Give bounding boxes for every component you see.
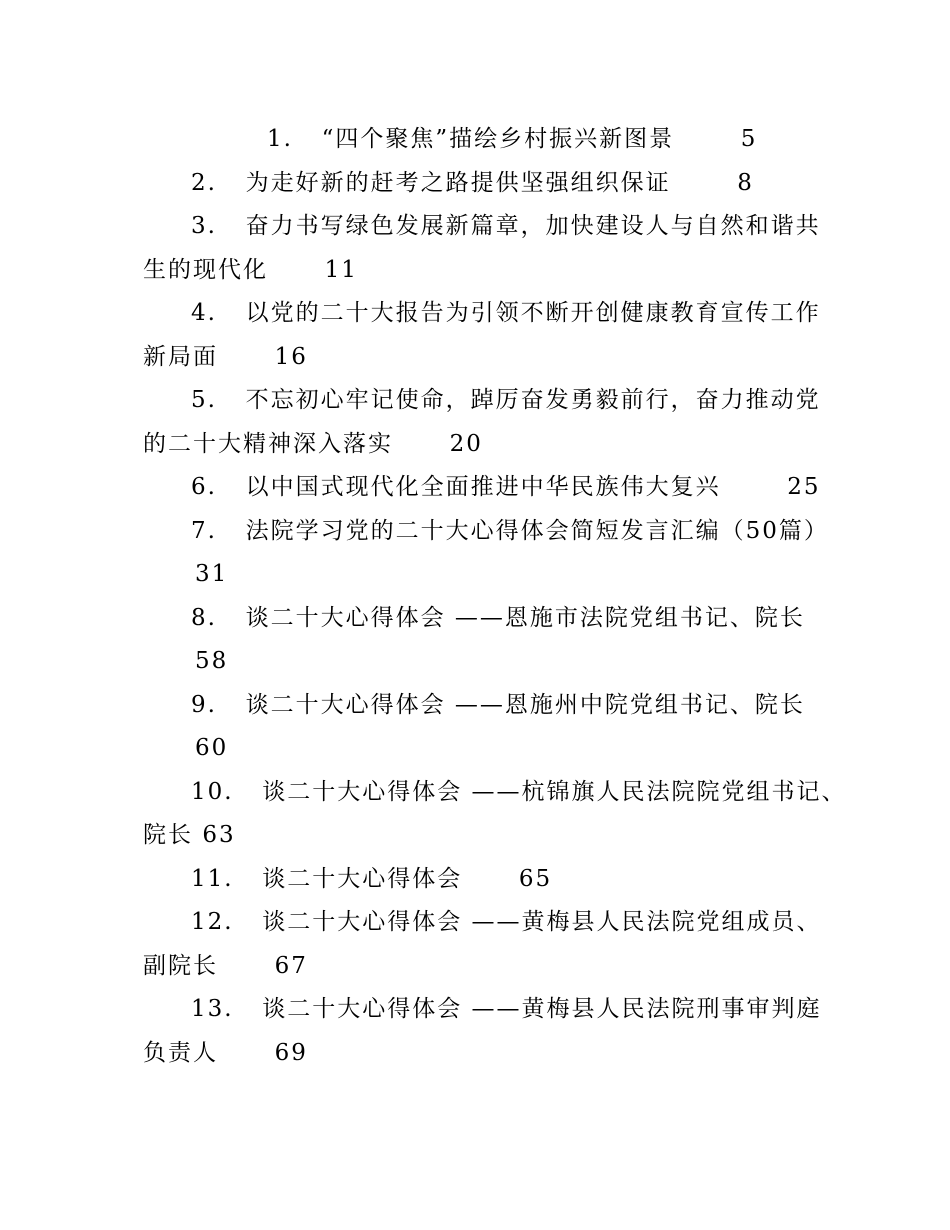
toc-entry-1 [143, 118, 813, 162]
table-of-contents [143, 118, 847, 1075]
toc-entry-title-line2: 生的现代化 [143, 256, 268, 283]
toc-entry-title: 为走好新的赶考之路提供坚强组织保证 [245, 169, 671, 196]
toc-entry-title-line2: 的二十大精神深入落实 [143, 430, 393, 457]
toc-entry-8 [143, 597, 813, 684]
toc-entry-page: 67 [274, 952, 308, 979]
toc-entry-page: 8 [737, 169, 754, 196]
toc-entry-number: 3. [191, 213, 217, 239]
toc-entry-2 [143, 162, 813, 206]
toc-entry-11 [143, 858, 813, 902]
toc-entry-12 [143, 901, 822, 988]
toc-entry-number: 8. [191, 604, 217, 631]
toc-entry-title-line1: 以党的二十大报告为引领不断开创健康教育宣传工作 [245, 300, 821, 326]
toc-entry-page: 60 [195, 735, 229, 761]
toc-entry-9 [143, 684, 813, 771]
toc-entry-page: 5 [740, 126, 758, 152]
toc-entry-4 [143, 292, 821, 379]
toc-entry-title-line2: 新局面 [143, 343, 218, 370]
toc-entry-number: 7. [191, 517, 217, 544]
toc-entry-page: 20 [449, 430, 483, 457]
toc-entry-number: 10. [191, 778, 234, 805]
toc-entry-title-line2: 负责人 [143, 1039, 218, 1066]
toc-entry-number: 5. [191, 387, 217, 413]
toc-entry-10 [143, 771, 847, 858]
toc-entry-number: 13. [191, 996, 234, 1022]
toc-entry-title: 法院学习党的二十大心得体会简短发言汇编（50篇） [245, 517, 829, 544]
toc-entry-title-line2: 院长 [143, 822, 193, 848]
toc-entry-page: 25 [787, 474, 821, 500]
toc-entry-number: 4. [191, 300, 217, 326]
toc-entry-page: 11 [324, 256, 358, 283]
toc-entry-title-line2: 副院长 [143, 952, 218, 979]
toc-entry-page: 63 [202, 822, 236, 848]
toc-entry-number: 11. [191, 865, 234, 892]
toc-entry-title-line1: 奋力书写绿色发展新篇章，加快建设人与自然和谐共 [245, 213, 821, 239]
toc-entry-title-line1: 谈二十大心得体会 ——杭锦旗人民法院院党组书记、 [262, 778, 847, 805]
toc-entry-title: 谈二十大心得体会 [262, 865, 463, 892]
toc-entry-page: 31 [195, 561, 229, 587]
toc-entry-13 [143, 988, 822, 1075]
toc-entry-number: 1. [267, 126, 293, 152]
toc-entry-title: “四个聚焦”描绘乡村振兴新图景 [321, 126, 675, 152]
toc-entry-title-line1: 谈二十大心得体会 ——黄梅县人民法院党组成员、 [262, 909, 822, 935]
toc-entry-title: 谈二十大心得体会 ——恩施州中院党组书记、院长 [245, 691, 805, 718]
toc-entry-number: 2. [191, 169, 217, 196]
toc-entry-number: 12. [191, 909, 234, 935]
toc-entry-6 [143, 466, 821, 510]
toc-entry-title: 以中国式现代化全面推进中华民族伟大复兴 [245, 474, 721, 500]
toc-entry-number: 6. [191, 474, 217, 500]
toc-entry-3 [143, 205, 821, 292]
toc-entry-title-line1: 不忘初心牢记使命，踔厉奋发勇毅前行，奋力推动党 [245, 387, 821, 413]
toc-entry-title-line1: 谈二十大心得体会 ——黄梅县人民法院刑事审判庭 [262, 996, 822, 1022]
toc-entry-7 [143, 510, 829, 597]
toc-entry-page: 58 [195, 648, 229, 674]
toc-entry-title: 谈二十大心得体会 ——恩施市法院党组书记、院长 [245, 604, 805, 631]
toc-entry-page: 16 [274, 343, 308, 370]
toc-entry-page: 65 [518, 865, 553, 892]
toc-entry-page: 69 [274, 1039, 308, 1066]
toc-entry-number: 9. [191, 691, 217, 718]
toc-entry-5 [143, 379, 821, 466]
